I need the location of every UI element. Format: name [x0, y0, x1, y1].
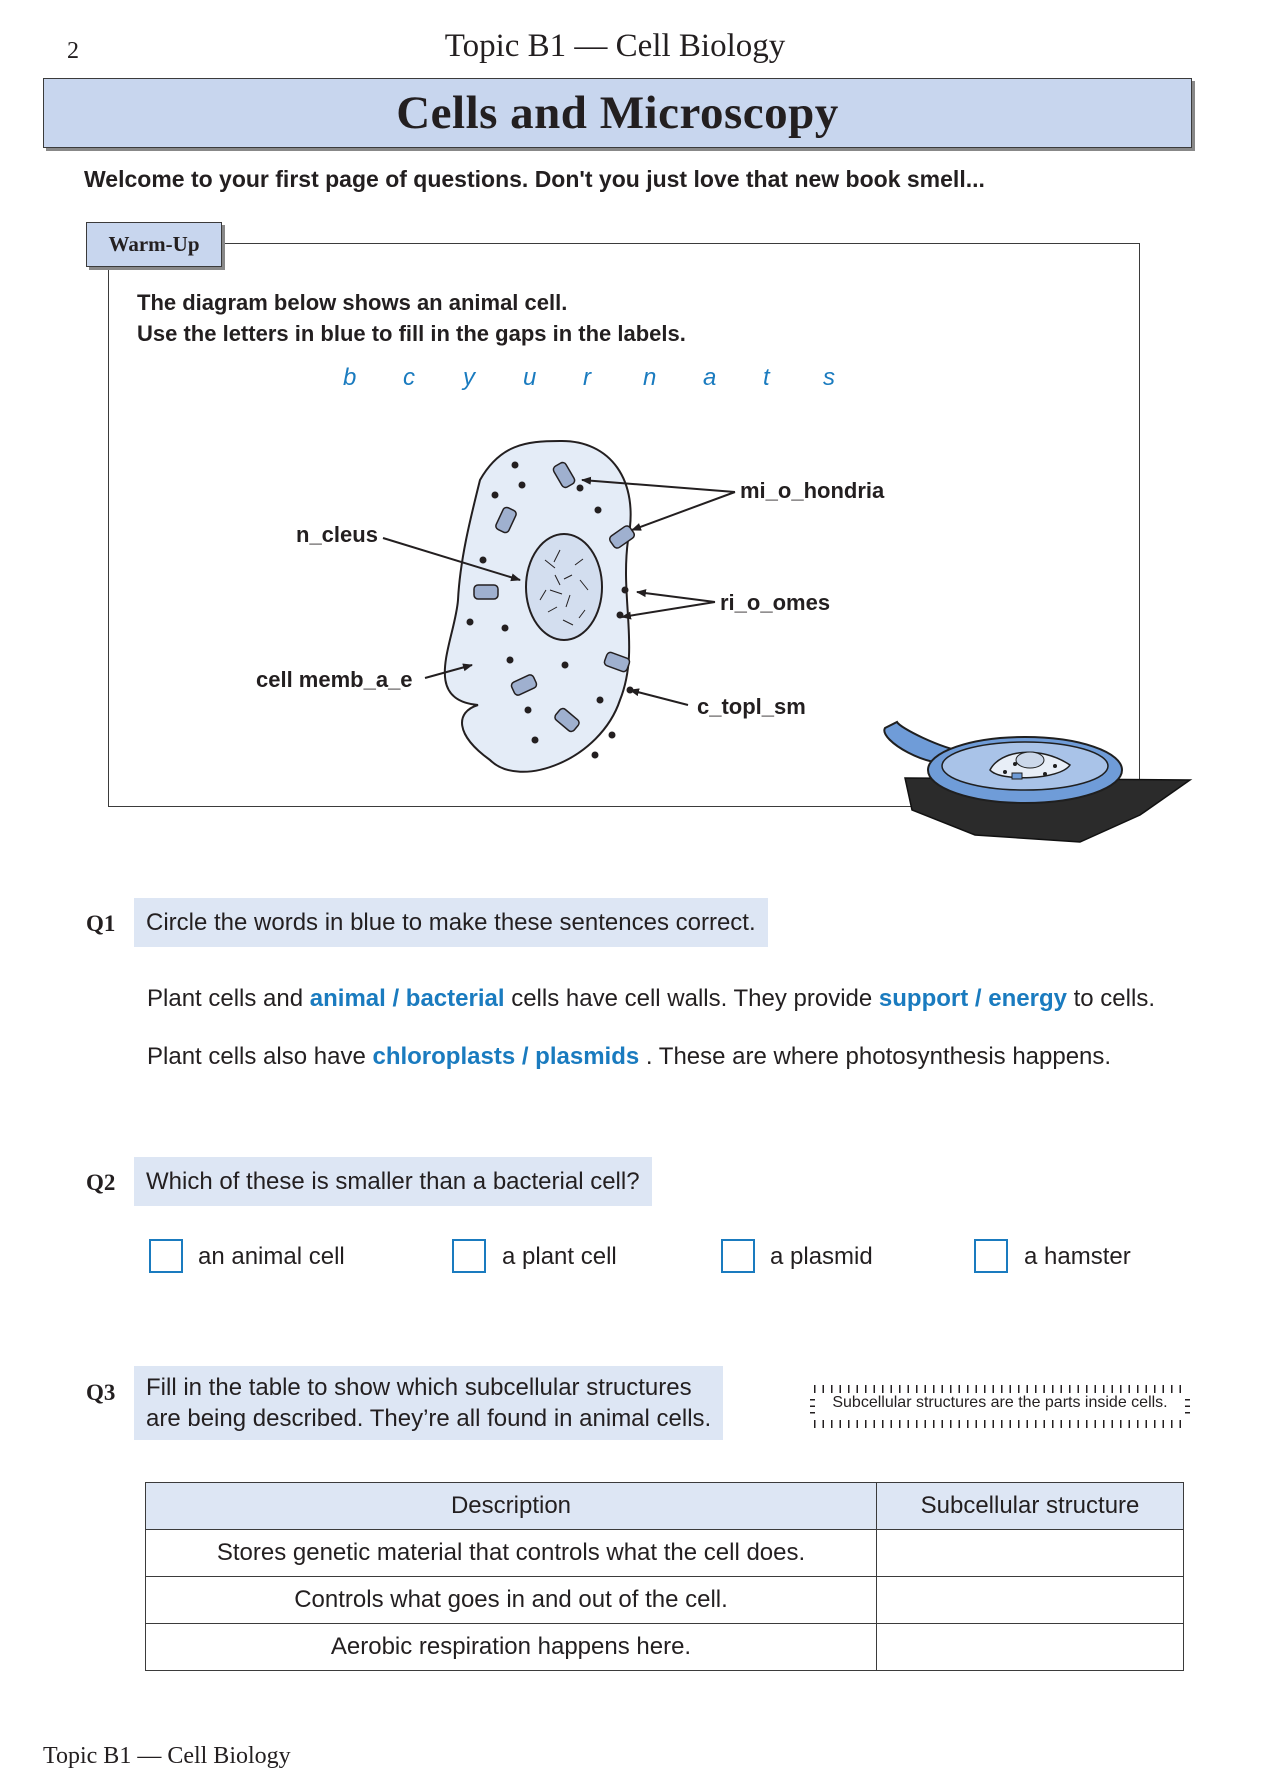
- animal-cell-diagram: [0, 0, 1264, 860]
- sentence-text: . These are where photosynthesis happens.: [639, 1043, 1112, 1070]
- label-ribosomes: ri_o_omes: [720, 590, 831, 615]
- blue-letter: n: [643, 364, 657, 391]
- checkbox-animal-cell[interactable]: [149, 1239, 183, 1273]
- note-text: Subcellular structures are the parts inside cells.: [832, 1394, 1168, 1411]
- q3-prompt: [134, 1366, 723, 1440]
- q2-number: Q2: [86, 1170, 116, 1195]
- footer-topic: Topic B1 — Cell Biology: [43, 1743, 291, 1769]
- label-cell-membrane: cell memb_a_e: [256, 667, 413, 692]
- intro-text: Welcome to your first page of questions. Don't you just love that new book smell...: [84, 166, 985, 192]
- blue-letter: c: [403, 364, 415, 391]
- table-row: [146, 1624, 1184, 1671]
- table-row: [146, 1577, 1184, 1624]
- note-box: [810, 1383, 1190, 1429]
- option-label: a plant cell: [502, 1243, 617, 1270]
- table-row: [146, 1530, 1184, 1577]
- blue-letter: y: [463, 364, 475, 391]
- q3-number: Q3: [86, 1380, 116, 1405]
- table-cell-description: Controls what goes in and out of the cell.: [146, 1577, 877, 1624]
- header-topic: Topic B1 — Cell Biology: [444, 28, 786, 64]
- table-header-description: Description: [146, 1483, 877, 1530]
- table-header-row: [146, 1483, 1184, 1530]
- q1-prompt: Circle the words in blue to make these sentences correct.: [134, 898, 768, 947]
- option-label: an animal cell: [198, 1243, 345, 1270]
- q1-option-support-energy[interactable]: support / energy: [878, 985, 1067, 1012]
- blue-letter: u: [523, 364, 537, 391]
- checkbox-hamster[interactable]: [974, 1239, 1008, 1273]
- option-label: a plasmid: [770, 1243, 873, 1270]
- page-number: 2: [67, 38, 79, 64]
- q3-prompt-line-1: Fill in the table to show which subcellular structures: [146, 1374, 692, 1401]
- q2-prompt: Which of these is smaller than a bacterial cell?: [134, 1157, 652, 1206]
- q1-option-chloroplasts-plasmids[interactable]: chloroplasts / plasmids: [372, 1043, 640, 1070]
- table-cell-description: Aerobic respiration happens here.: [146, 1624, 877, 1671]
- table-cell-answer[interactable]: [877, 1577, 1184, 1624]
- nucleus: [526, 534, 602, 640]
- blue-letter: a: [703, 364, 717, 391]
- frying-pan-illustration: [884, 722, 1190, 842]
- sentence-text: Plant cells and: [147, 985, 310, 1012]
- label-nucleus: n_cleus: [296, 522, 378, 547]
- blue-letter: b: [343, 364, 357, 391]
- blue-letter: t: [763, 364, 770, 391]
- page-title: Cells and Microscopy: [396, 87, 839, 139]
- warmup-instruction-1: The diagram below shows an animal cell.: [137, 290, 568, 315]
- label-mitochondria: mi_o_hondria: [740, 478, 885, 503]
- blue-letter: r: [583, 364, 591, 391]
- subcellular-table: [145, 1482, 1184, 1671]
- sentence-text: Plant cells also have: [147, 1043, 373, 1070]
- table-header-structure: Subcellular structure: [877, 1483, 1184, 1530]
- table-cell-answer[interactable]: [877, 1624, 1184, 1671]
- checkbox-plant-cell[interactable]: [452, 1239, 486, 1273]
- q3-prompt-line-2: are being described. They’re all found in animal cells.: [146, 1405, 712, 1432]
- sentence-text: cells have cell walls. They provide: [504, 985, 879, 1012]
- q1-number: Q1: [86, 911, 116, 936]
- blue-letter: s: [823, 364, 835, 391]
- q1-sentence-1: [147, 985, 1155, 1013]
- checkbox-plasmid[interactable]: [721, 1239, 755, 1273]
- table-cell-description: Stores genetic material that controls what the cell does.: [146, 1530, 877, 1577]
- table-cell-answer[interactable]: [877, 1530, 1184, 1577]
- option-label: a hamster: [1024, 1243, 1131, 1270]
- label-cytoplasm: c_topl_sm: [697, 694, 806, 719]
- warmup-tab: Warm-Up: [86, 222, 222, 267]
- warmup-instruction-2: Use the letters in blue to fill in the gaps in the labels.: [137, 321, 686, 346]
- q1-sentence-2: [147, 1043, 1111, 1071]
- q1-option-animal-bacterial[interactable]: animal / bacterial: [309, 985, 505, 1012]
- sentence-text: to cells.: [1066, 985, 1155, 1012]
